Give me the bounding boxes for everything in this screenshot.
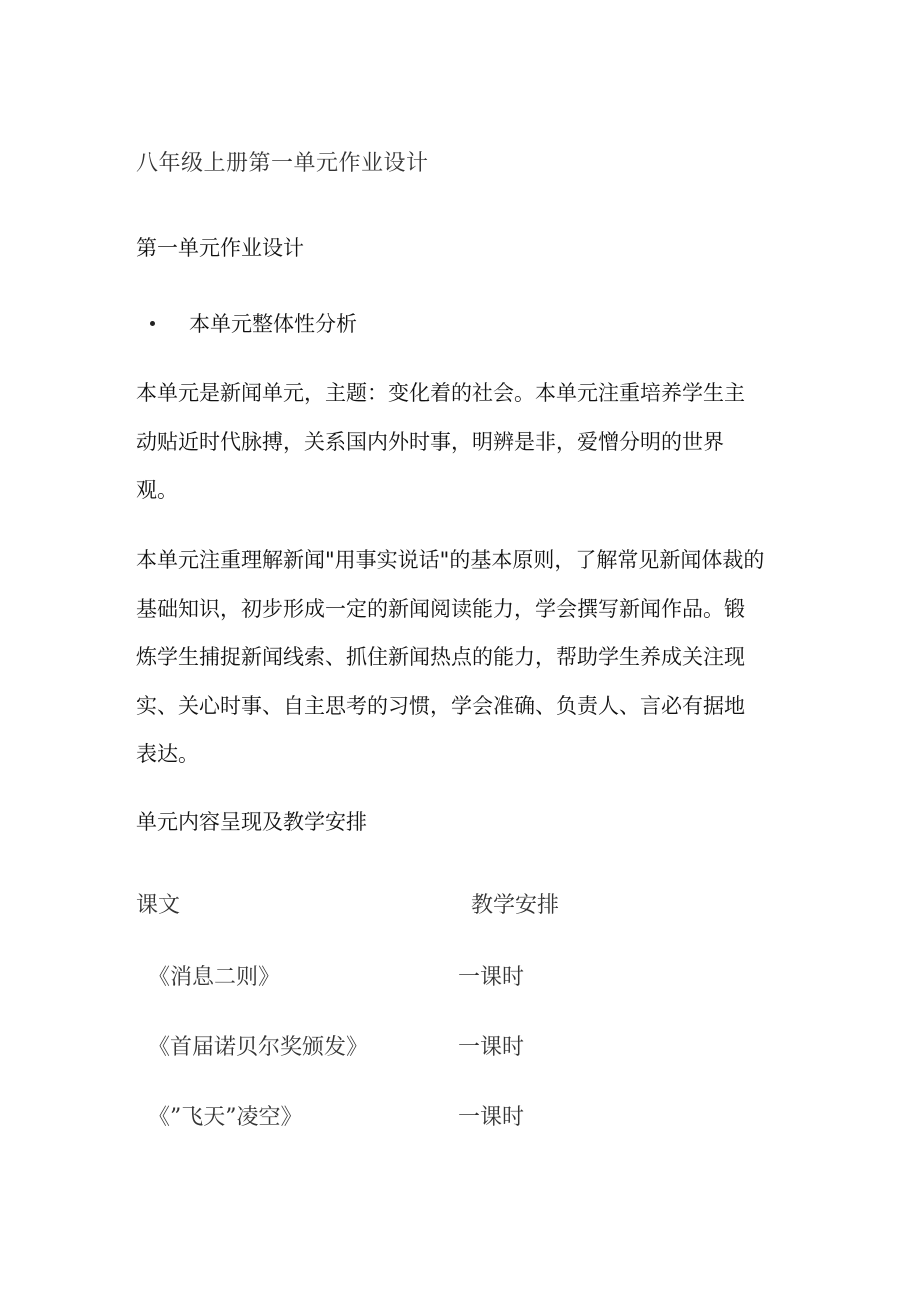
table-header-lesson: 课文	[136, 893, 181, 918]
section-heading: 第一单元作业设计	[136, 236, 304, 260]
document-title: 八年级上册第一单元作业设计	[136, 151, 429, 176]
lesson-schedule-table	[136, 888, 736, 1148]
paragraph-line: 实、关心时事、自主思考的习惯，学会准确、负责人、言必有据地	[136, 693, 745, 718]
paragraph-line: 表达。	[136, 742, 199, 766]
table-cell-plan: 一课时	[458, 1105, 525, 1130]
bullet-list-item	[136, 308, 636, 340]
table-row	[136, 960, 736, 996]
paragraph-line: 动贴近时代脉搏，关系国内外时事，明辨是非，爱憎分明的世界	[136, 429, 724, 454]
content-arrangement-heading: 单元内容呈现及教学安排	[136, 810, 367, 834]
paragraph-line: 本单元注重理解新闻"用事实说话"的基本原则，了解常见新闻体裁的	[136, 548, 765, 572]
table-row	[136, 1100, 736, 1136]
table-cell-lesson: 《消息二则》	[148, 965, 281, 990]
bullet-dot-icon	[150, 321, 155, 326]
bullet-item-label: 本单元整体性分析	[189, 312, 357, 336]
table-cell-lesson: 《”飞天”凌空》	[148, 1105, 303, 1130]
paragraph-line: 观。	[136, 478, 178, 502]
table-cell-plan: 一课时	[458, 1035, 525, 1060]
table-cell-lesson: 《首届诺贝尔奖颁发》	[148, 1035, 369, 1060]
paragraph-unit-theme	[136, 369, 796, 515]
paragraph-line: 本单元是新闻单元，主题：变化着的社会。本单元注重培养学生主	[136, 381, 745, 405]
paragraph-line: 基础知识，初步形成一定的新闻阅读能力，学会撰写新闻作品。锻	[136, 596, 745, 621]
table-header-plan: 教学安排	[471, 893, 560, 918]
table-cell-plan: 一课时	[458, 965, 525, 990]
paragraph-unit-goals	[136, 536, 796, 779]
paragraph-line: 炼学生捕捉新闻线索、抓住新闻热点的能力，帮助学生养成关注现	[136, 645, 745, 669]
table-row	[136, 1030, 736, 1066]
